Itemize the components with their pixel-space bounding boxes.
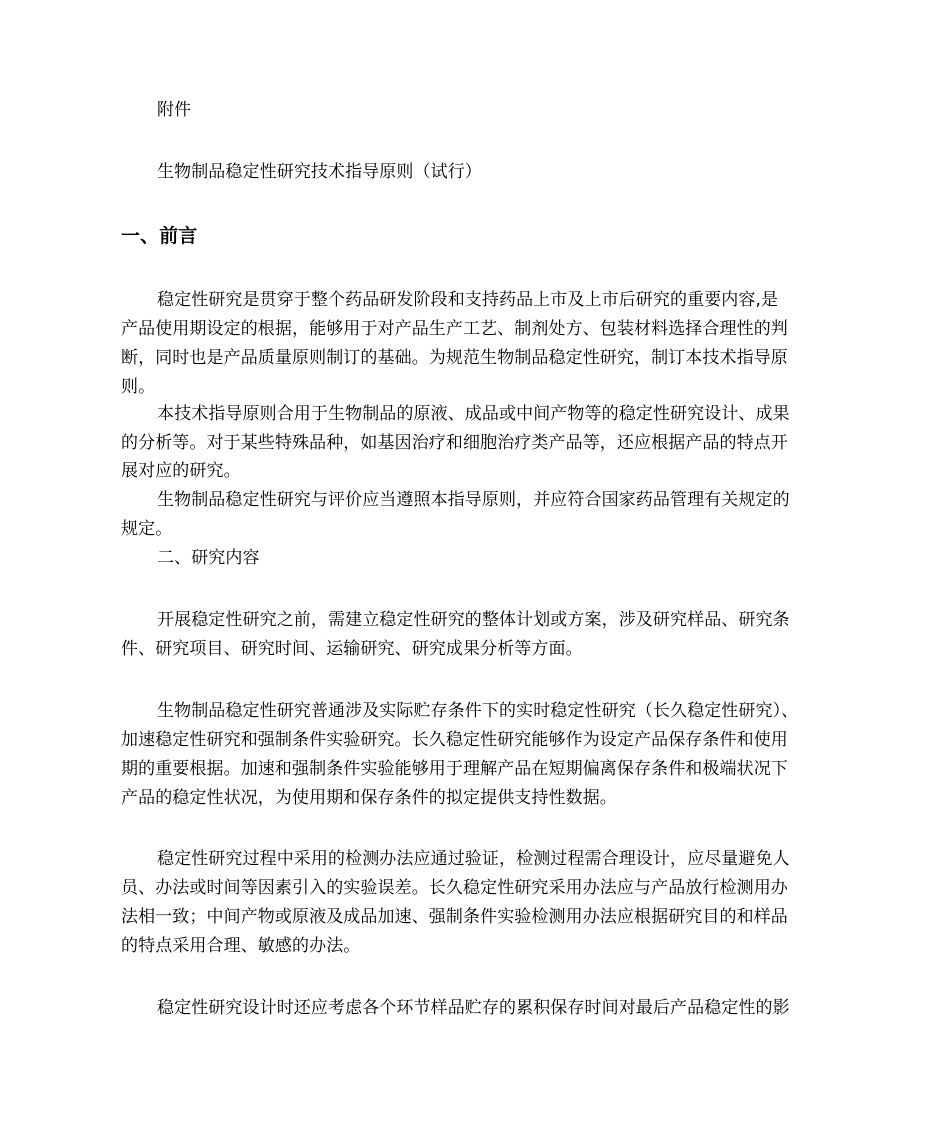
paragraph-line: 员、办法或时间等因素引入的实验误差。长久稳定性研究采用办法应与产品放行检测用办 <box>121 878 788 898</box>
attachment-label: 附件 <box>157 100 192 120</box>
paragraph-line: 展对应的研究。 <box>121 461 241 481</box>
paragraph-line: 法相一致；中间产物或原液及成品加速、强制条件实验检测用办法应根据研究目的和样品 <box>121 907 788 927</box>
paragraph-line: 期的重要根据。加速和强制条件实验能够用于理解产品在短期偏离保存条件和极端状况下 <box>121 759 788 779</box>
paragraph-line: 开展稳定性研究之前，需建立稳定性研究的整体计划或方案，涉及研究样品、研究条 <box>157 610 790 630</box>
paragraph-line: 则。 <box>121 377 156 397</box>
section-heading-content: 二、研究内容 <box>157 548 260 568</box>
paragraph-line: 产品的稳定性状况，为使用期和保存条件的拟定提供支持性数据。 <box>121 788 617 808</box>
paragraph-line: 稳定性研究设计时还应考虑各个环节样品贮存的累积保存时间对最后产品稳定性的影 <box>157 998 790 1018</box>
paragraph-line: 生物制品稳定性研究与评价应当遵照本指导原则，并应符合国家药品管理有关规定的 <box>157 490 790 510</box>
paragraph-line: 稳定性研究是贯穿于整个药品研发阶段和支持药品上市及上市后研究的重要内容,是 <box>157 290 779 310</box>
paragraph-line: 生物制品稳定性研究普通涉及实际贮存条件下的实时稳定性研究（长久稳定性研究）、 <box>157 701 799 721</box>
paragraph-line: 断，同时也是产品质量原则制订的基础。为规范生物制品稳定性研究，制订本技术指导原 <box>121 348 788 368</box>
document-title: 生物制品稳定性研究技术指导原则（试行） <box>157 162 482 182</box>
paragraph-line: 的特点采用合理、敏感的办法。 <box>121 936 361 956</box>
paragraph-line: 件、研究项目、研究时间、运输研究、研究成果分析等方面。 <box>121 639 583 659</box>
paragraph-line: 本技术指导原则合用于生物制品的原液、成品或中间产物等的稳定性研究设计、成果 <box>157 404 790 424</box>
paragraph-line: 产品使用期设定的根据，能够用于对产品生产工艺、制剂处方、包装材料选择合理性的判 <box>121 319 788 339</box>
paragraph-line: 的分析等。对于某些特殊品种，如基因治疗和细胞治疗类产品等，还应根据产品的特点开 <box>121 433 788 453</box>
paragraph-line: 稳定性研究过程中采用的检测办法应通过验证，检测过程需合理设计，应尽量避免人 <box>157 849 790 869</box>
paragraph-line: 加速稳定性研究和强制条件实验研究。长久稳定性研究能够作为设定产品保存条件和使用 <box>121 730 788 750</box>
paragraph-line: 规定。 <box>121 519 173 539</box>
section-heading-preface: 一、前言 <box>121 225 198 247</box>
